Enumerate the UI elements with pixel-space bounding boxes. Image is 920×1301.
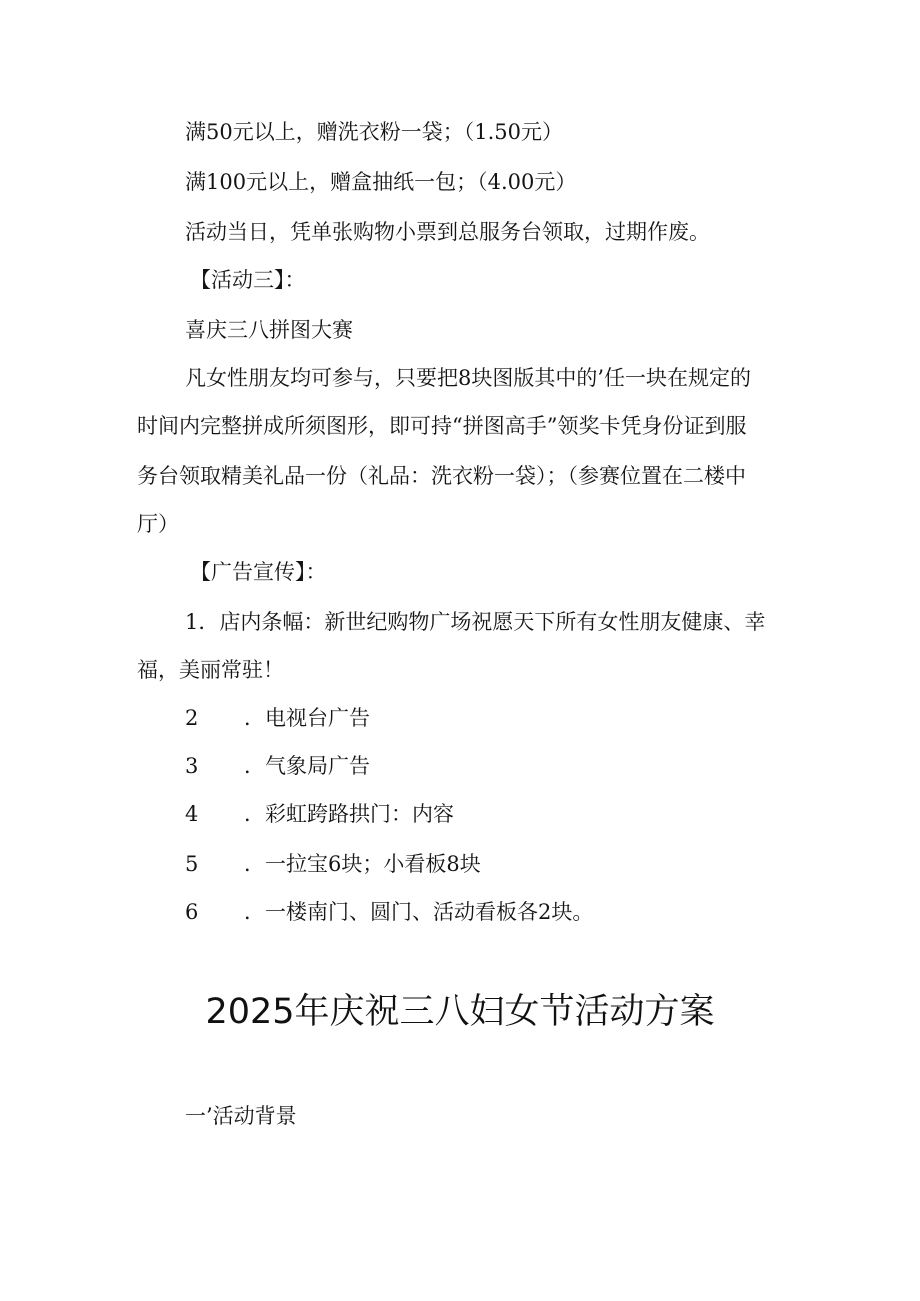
text-line-1: 满50元以上，赠洗衣粉一袋；（1.50元） <box>185 120 563 144</box>
text-line-3: 活动当日，凭单张购物小票到总服务台领取，过期作废。 <box>185 220 710 244</box>
list-item-text: ．一楼南门、圆门、活动看板各2块。 <box>244 900 594 924</box>
list-item-number: 6 <box>185 900 199 924</box>
text-line-7: 时间内完整拼成所须图形，即可持“拼图高手”领奖卡凭身份证到服 <box>137 414 747 438</box>
list-item-text: ．气象局广告 <box>244 754 370 778</box>
text-line-12: 福，美丽常驻！ <box>137 658 284 682</box>
text-line-2: 满100元以上，赠盒抽纸一包；（4.00元） <box>185 170 577 194</box>
activity-three-heading: 【活动三】： <box>190 268 306 292</box>
list-item-number: 3 <box>185 754 199 778</box>
text-line-8: 务台领取精美礼品一份（礼品：洗衣粉一袋）；（参赛位置在二楼中 <box>137 464 746 488</box>
list-item-text: ．电视台广告 <box>244 706 370 730</box>
list-item-number: 2 <box>185 706 199 730</box>
advertising-heading: 【广告宣传】： <box>190 560 327 584</box>
document-title: 2025年庆祝三八妇女节活动方案 <box>205 992 715 1032</box>
list-item-number: 4 <box>185 802 199 826</box>
list-item-text: ．彩虹跨路拱门：内容 <box>244 802 454 826</box>
section-heading: 一’活动背景 <box>185 1104 297 1128</box>
list-item-text: ．一拉宝6块；小看板8块 <box>244 852 481 876</box>
text-line-11: 1．店内条幅：新世纪购物广场祝愿天下所有女性朋友健康、幸 <box>185 610 766 634</box>
text-line-6: 凡女性朋友均可参与，只要把8块图版其中的’任一块在规定的 <box>185 366 752 390</box>
text-line-9: 厅） <box>137 512 179 536</box>
text-line-5: 喜庆三八拼图大赛 <box>185 318 353 342</box>
list-item-number: 5 <box>185 852 199 876</box>
